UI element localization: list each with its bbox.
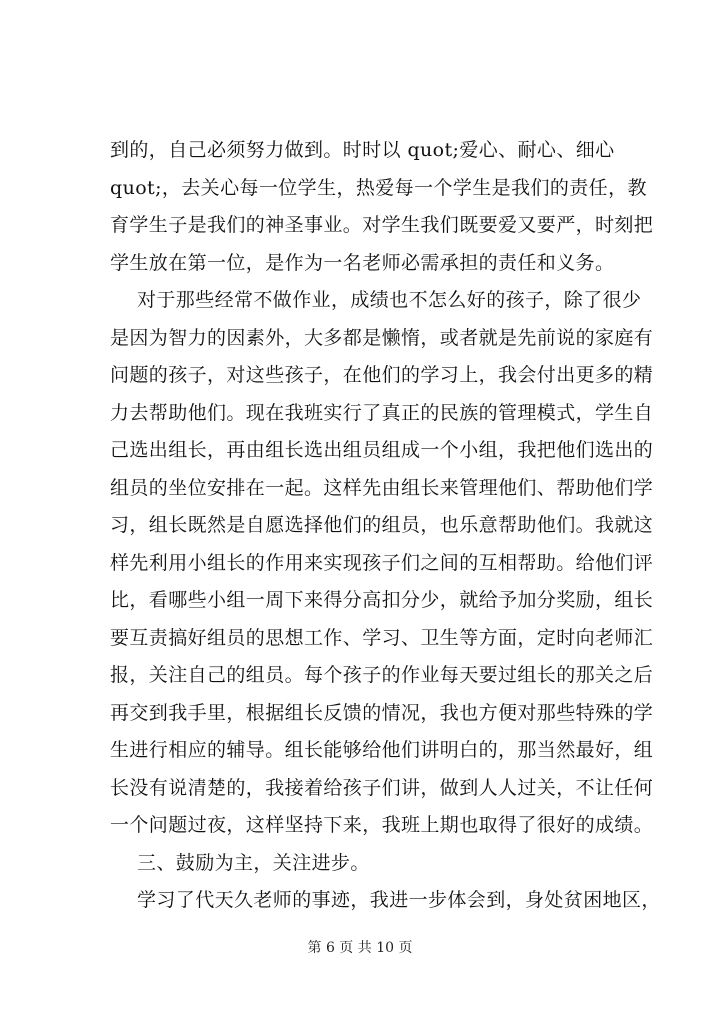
text-line: 比，看哪些小组一周下来得分高扣分少，就给予加分奖励，组长 xyxy=(110,589,654,611)
text-line: 生进行相应的辅导。组长能够给他们讲明白的，那当然最好，组 xyxy=(110,739,654,761)
text-line: 长没有说清楚的，我接着给孩子们讲，做到人人过关，不让任何 xyxy=(110,776,654,799)
text-line: 到的，自己必须努力做到。时时以 quot;爱心、耐心、细心 xyxy=(110,139,615,161)
paragraph-start-line: 对于那些经常不做作业，成绩也不怎么好的孩子，除了很少 xyxy=(137,289,642,311)
text-line: 问题的孩子，对这些孩子，在他们的学习上，我会付出更多的精 xyxy=(110,364,654,386)
text-line: quot;，去关心每一位学生，热爱每一个学生是我们的责任，教 xyxy=(110,176,647,199)
text-line: 样先利用小组长的作用来实现孩子们之间的互相帮助。给他们评 xyxy=(110,551,654,574)
body-text xyxy=(110,132,661,920)
text-line: 一个问题过夜，这样坚持下来，我班上期也取得了很好的成绩。 xyxy=(110,814,654,836)
text-line: 育学生子是我们的神圣事业。对学生我们既要爱又要严，时刻把 xyxy=(110,214,654,236)
section-heading: 三、鼓励为主，关注进步。 xyxy=(137,851,370,874)
text-line: 组员的坐位安排在一起。这样先由组长来管理他们、帮助他们学 xyxy=(110,476,654,499)
text-line: 要互责搞好组员的思想工作、学习、卫生等方面，定时向老师汇 xyxy=(110,626,654,649)
paragraph-start-line: 学习了代天久老师的事迹，我进一步体会到，身处贫困地区， xyxy=(137,889,661,911)
text-line: 习，组长既然是自愿选择他们的组员，也乐意帮助他们。我就这 xyxy=(110,514,654,536)
text-line: 再交到我手里，根据组长反馈的情况，我也方便对那些特殊的学 xyxy=(110,701,654,724)
text-line: 报，关注自己的组员。每个孩子的作业每天要过组长的那关之后 xyxy=(110,664,654,686)
text-line: 学生放在第一位，是作为一名老师必需承担的责任和义务。 xyxy=(110,251,615,274)
text-line: 是因为智力的因素外，大多都是懒惰，或者就是先前说的家庭有 xyxy=(110,326,654,349)
text-line: 力去帮助他们。现在我班实行了真正的民族的管理模式，学生自 xyxy=(110,401,654,424)
text-line: 己选出组长，再由组长选出组员组成一个小组，我把他们选出的 xyxy=(110,439,654,461)
page-number-footer: 第 6 页 共 10 页 xyxy=(307,940,413,956)
